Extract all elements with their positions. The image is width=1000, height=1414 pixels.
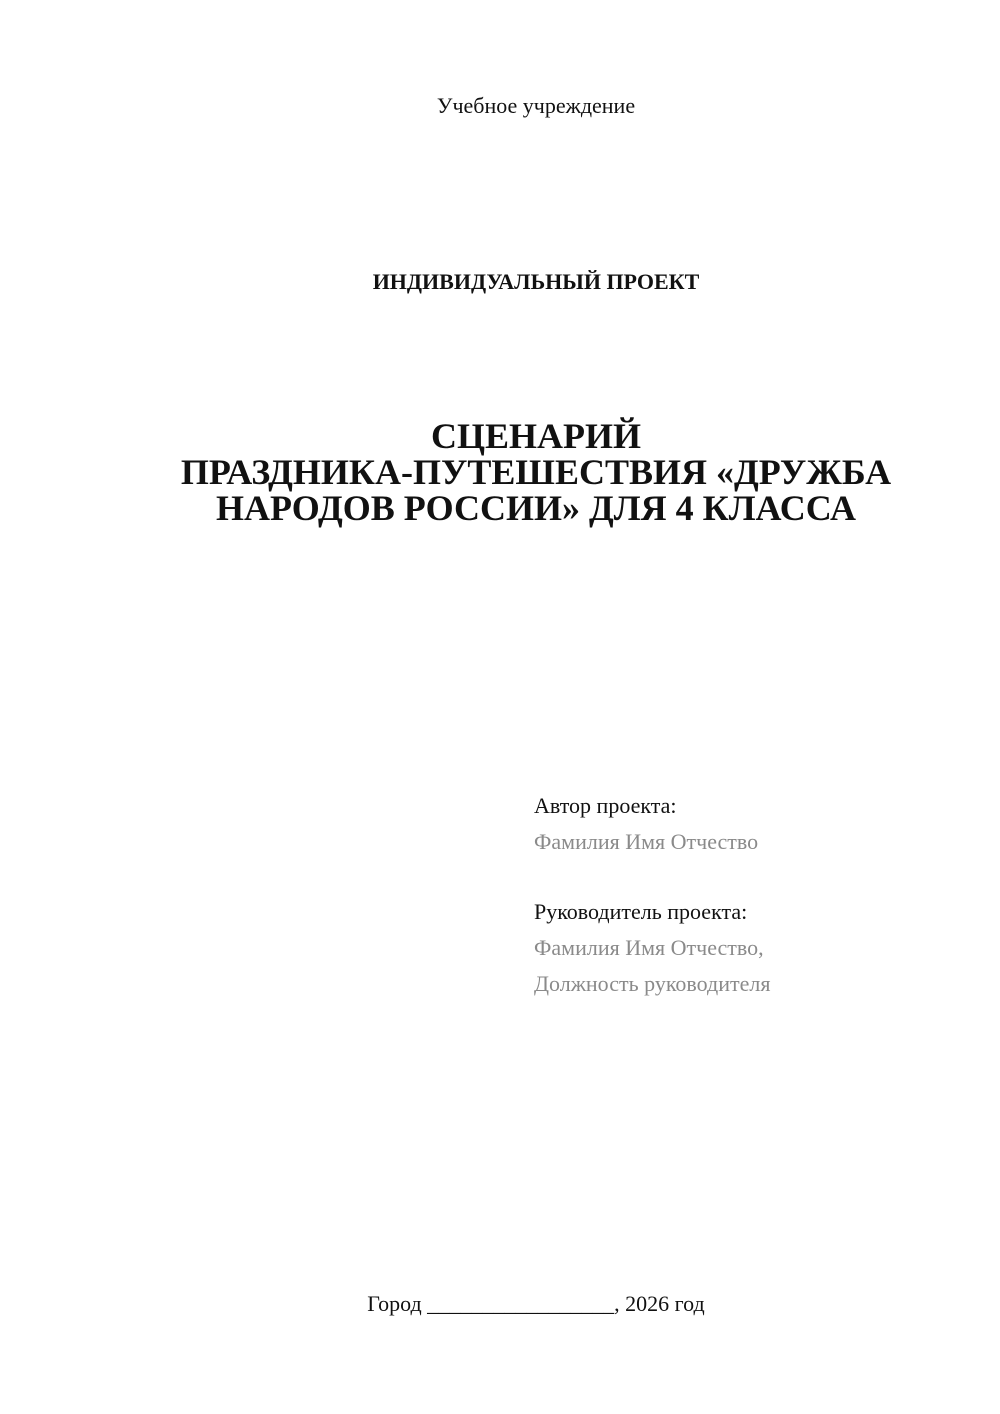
author-label: Автор проекта:	[534, 793, 677, 818]
supervisor-name: Фамилия Имя Отчество,	[534, 935, 764, 960]
city-year-line: Город _________________, 2026 год	[367, 1291, 705, 1316]
project-title-line-2: ПРАЗДНИКА-ПУТЕШЕСТВИЯ «ДРУЖБА	[180, 452, 892, 492]
project-title-line-1: СЦЕНАРИЙ	[430, 416, 641, 456]
spacer	[534, 860, 974, 894]
supervisor-position: Должность руководителя	[534, 971, 771, 996]
project-type-heading: ИНДИВИДУАЛЬНЫЙ ПРОЕКТ	[372, 269, 700, 294]
supervisor-label: Руководитель проекта:	[534, 899, 748, 924]
institution-name: Учебное учреждение	[436, 93, 636, 118]
project-title	[120, 418, 952, 526]
project-people-block	[534, 788, 974, 1002]
author-name: Фамилия Имя Отчество	[534, 829, 759, 854]
project-title-line-3: НАРОДОВ РОССИИ» ДЛЯ 4 КЛАССА	[216, 488, 856, 528]
